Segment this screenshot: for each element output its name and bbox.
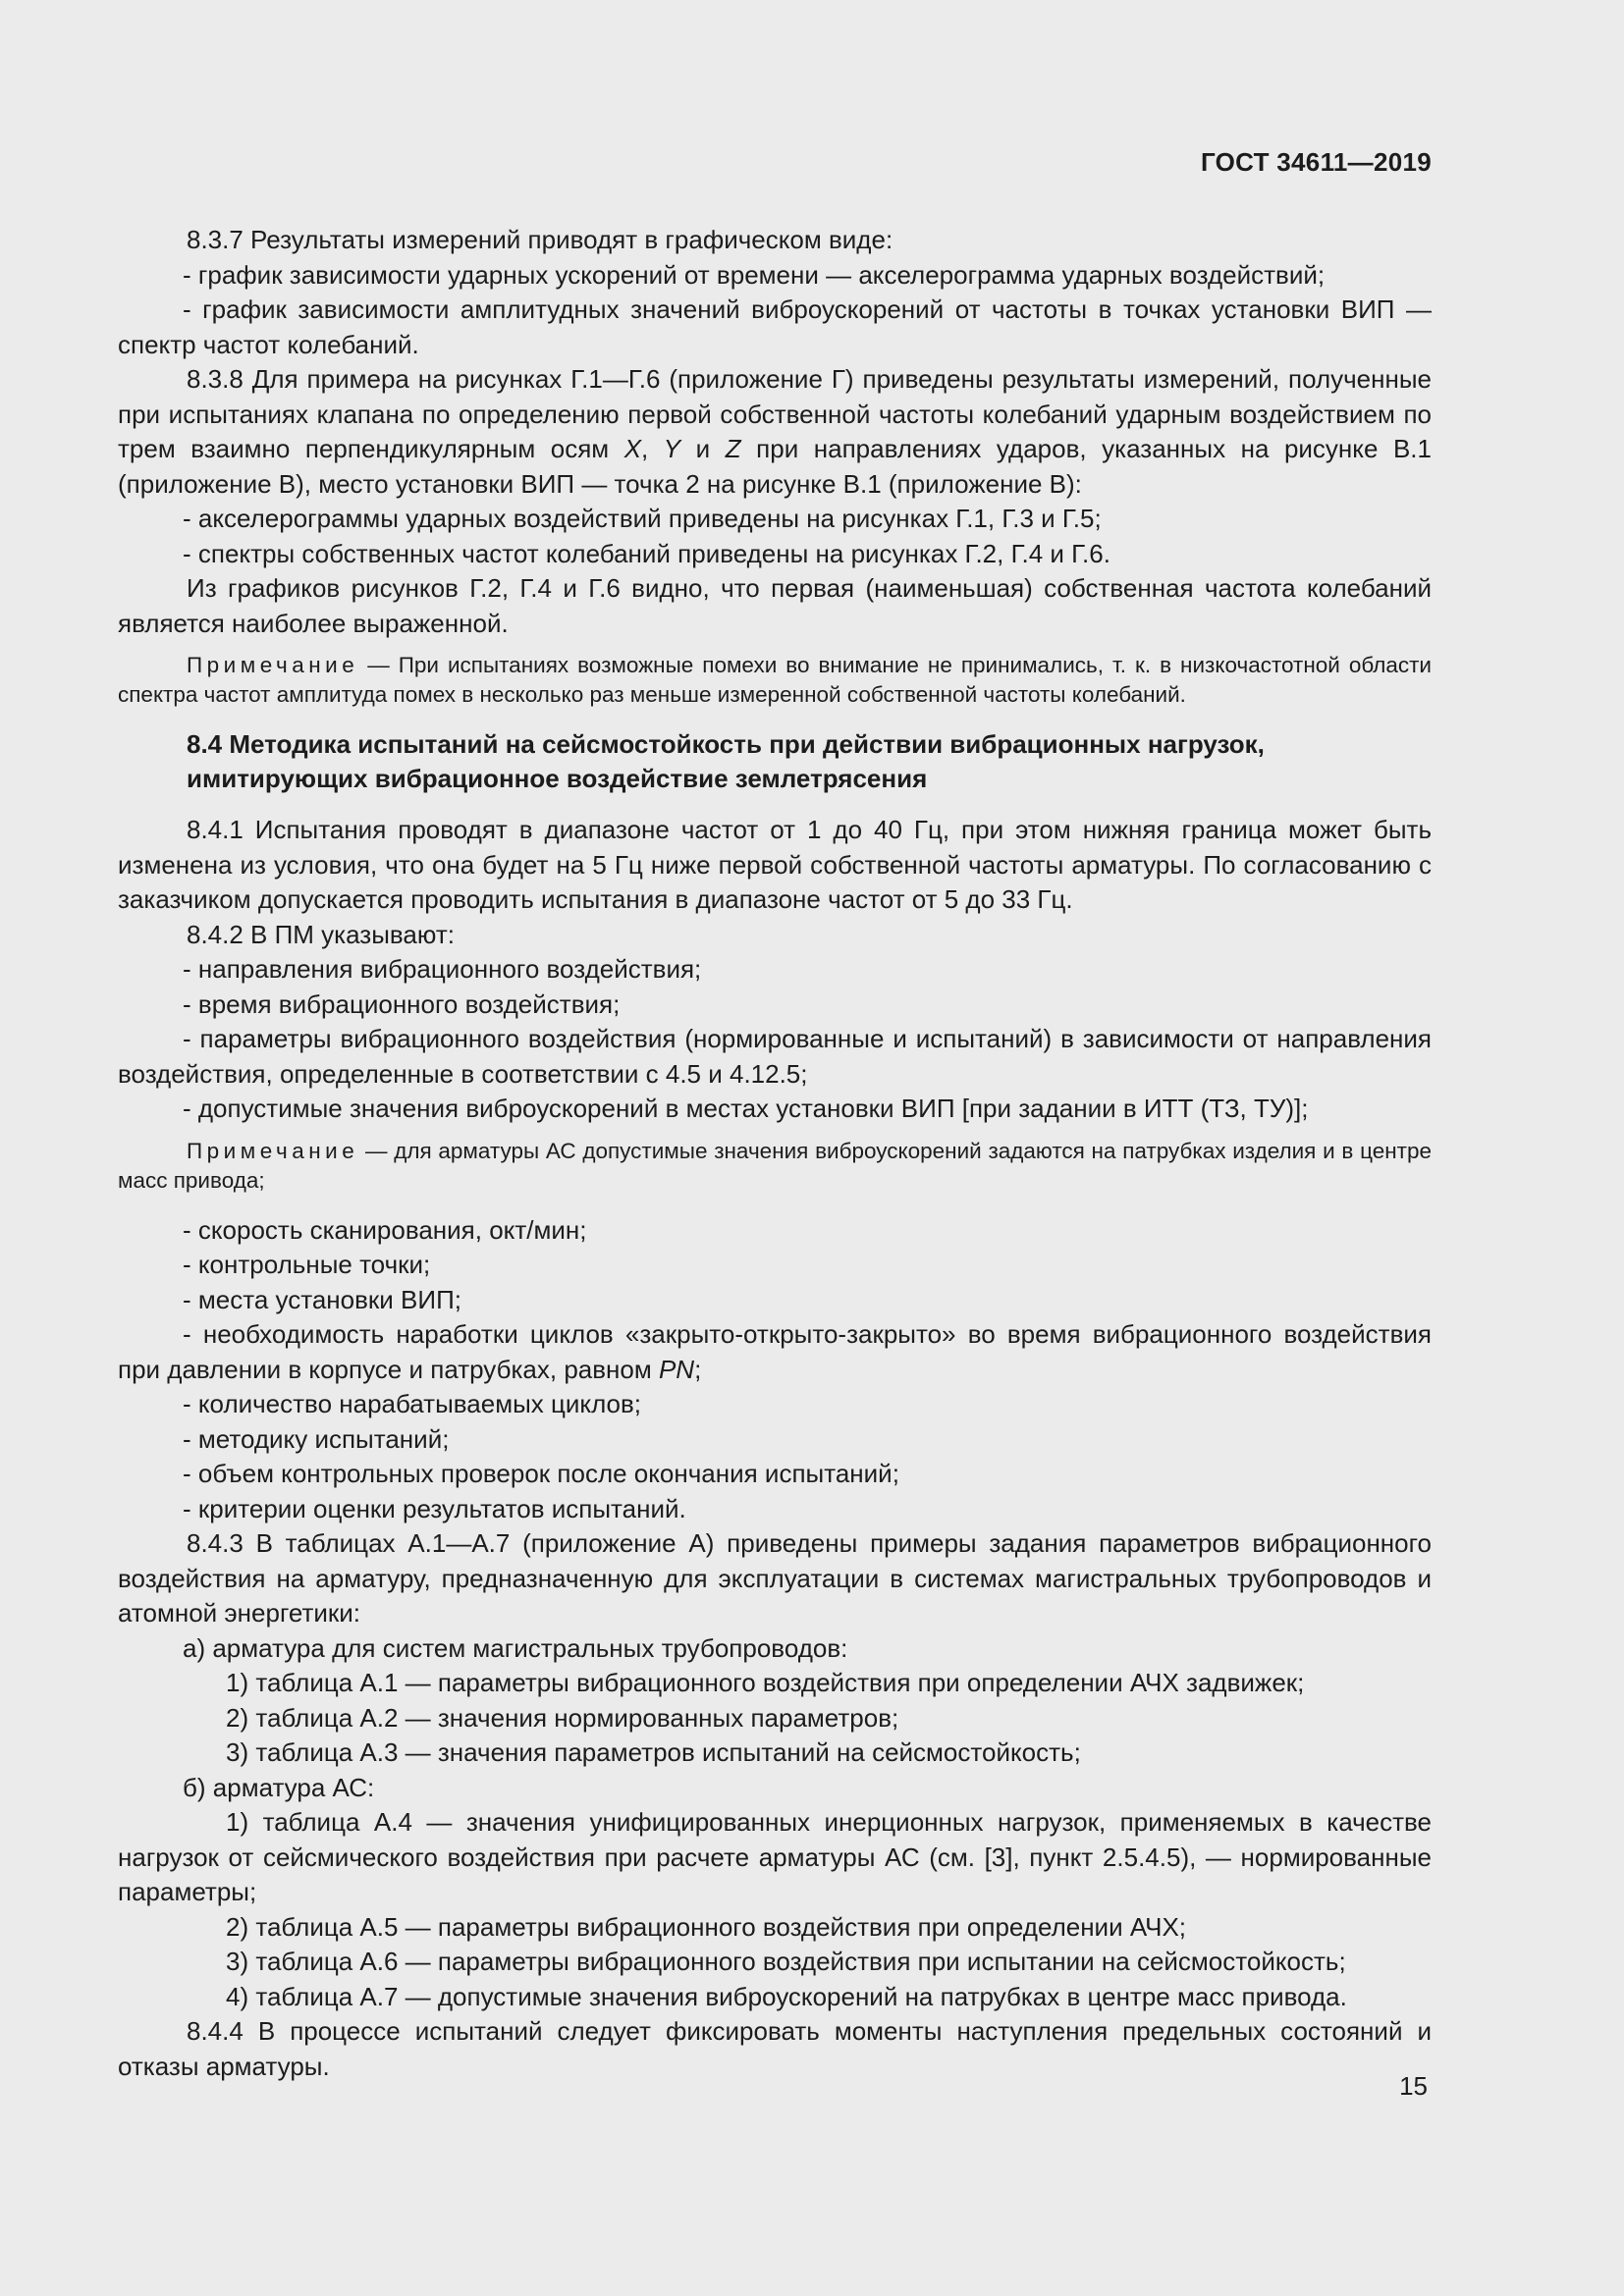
list-item: - объем контрольных проверок после окончания испытаний; <box>183 1459 899 1488</box>
page-number: 15 <box>1399 2071 1428 2101</box>
list-item: - график зависимости ударных ускорений от времени — акселерограмма ударных воздействий; <box>183 259 1326 290</box>
list-item: - направления вибрационного воздействия; <box>183 954 702 984</box>
list-item <box>118 1317 1432 1387</box>
list-item: 1) таблица А.1 — параметры вибрационного воздействия при определении АЧХ задвижек; <box>226 1668 1305 1697</box>
paragraph-8-4-3: 8.4.3 В таблицах А.1—А.7 (приложение А) приведены примеры задания параметров вибрационного воздействия на арматуру, предназначенную для эксплуатации в системах магистральных трубопроводов и атомной энергетики: <box>118 1528 1432 1628</box>
list-item: - спектры собственных частот колебаний приведены на рисунках Г.2, Г.4 и Г.6. <box>183 538 1110 568</box>
paragraph-8-4-4: 8.4.4 В процессе испытаний следует фиксировать моменты наступления предельных состояний и отказы арматуры. <box>118 2016 1432 2081</box>
list-item: 4) таблица А.7 — допустимые значения виброускорений на патрубках в центре масс привода. <box>226 1981 1347 2011</box>
note-block <box>118 1137 1432 1196</box>
section-heading-8-4 <box>118 727 1432 796</box>
section-heading-line: 8.4 Методика испытаний на сейсмостойкость при действии вибрационных нагрузок, <box>187 729 1265 759</box>
paragraph-text: при направлениях ударов, указанных на рисунке В.1 (приложение В), место установки ВИП — точка 2 на рисунке В.1 (приложение В): <box>118 434 1432 499</box>
list-item: 1) таблица А.4 — значения унифицированных инерционных нагрузок, применяемых в качестве нагрузок от сейсмического воздействия при расчете арматуры АС (см. [3], пункт 2.5.4.5), — нормированные параметры; <box>118 1807 1432 1906</box>
paragraph-8-3-7: 8.3.7 Результаты измерений приводят в графическом виде: <box>187 225 893 254</box>
note-text: — При испытаниях возможные помехи во внимание не принимались, т. к. в низкочастотной области спектра частот амплитуда помех в несколько раз меньше измеренной собственной частоты колебаний. <box>118 653 1432 707</box>
axis-z-symbol: Z <box>725 434 741 463</box>
paragraph-text: 8.3.8 Для примера на рисунках Г.1—Г.6 (приложение Г) приведены результаты измерений, полученные при испытаниях клапана по определению первой собственной частоты колебаний ударным воздействием по трем взаимно перпендикулярным осям <box>118 364 1432 463</box>
list-item: - критерии оценки результатов испытаний. <box>183 1493 686 1523</box>
list-item: 3) таблица А.6 — параметры вибрационного воздействия при испытании на сейсмостойкость; <box>226 1947 1346 1976</box>
paragraph-conclusion: Из графиков рисунков Г.2, Г.4 и Г.6 видно, что первая (наименьшая) собственная частота колебаний является наиболее выраженной. <box>118 573 1432 638</box>
list-item: - количество нарабатываемых циклов; <box>183 1389 642 1418</box>
axis-x-symbol: X <box>623 434 642 463</box>
paragraph-8-4-2: 8.4.2 В ПМ указывают: <box>187 919 455 949</box>
section-heading-line: имитирующих вибрационное воздействие землетрясения <box>187 764 928 793</box>
axis-y-symbol: Y <box>663 434 681 463</box>
paragraph-text: , <box>641 434 664 463</box>
paragraph-text: и <box>680 434 726 463</box>
note-text: — для арматуры АС допустимые значения виброускорений задаются на патрубках изделия и в центре масс привода; <box>118 1138 1432 1193</box>
list-item: - параметры вибрационного воздействия (нормированные и испытаний) в зависимости от направления воздействия, определенные в соответствии с 4.5 и 4.12.5; <box>118 1024 1432 1089</box>
list-item: 3) таблица А.3 — значения параметров испытаний на сейсмостойкость; <box>226 1737 1081 1767</box>
pn-symbol: PN <box>658 1354 695 1384</box>
list-item: - контрольные точки; <box>183 1250 431 1279</box>
note-block <box>118 651 1432 710</box>
list-item: - допустимые значения виброускорений в местах установки ВИП [при задании в ИТТ (ТЗ, ТУ)]; <box>183 1094 1309 1123</box>
list-item: - график зависимости амплитудных значений виброускорений от частоты в точках установки ВИП — спектр частот колебаний. <box>118 294 1432 359</box>
note-label: Примечание <box>187 653 359 677</box>
list-item-text: ; <box>694 1354 702 1384</box>
document-body <box>118 223 1432 2084</box>
document-code-header: ГОСТ 34611—2019 <box>1200 147 1432 177</box>
list-item-b: б) арматура АС: <box>183 1772 375 1802</box>
list-item: - время вибрационного воздействия; <box>183 988 621 1019</box>
list-item: 2) таблица А.5 — параметры вибрационного воздействия при определении АЧХ; <box>226 1911 1187 1942</box>
paragraph-8-4-1: 8.4.1 Испытания проводят в диапазоне частот от 1 до 40 Гц, при этом нижняя граница может быть изменена из условия, что она будет на 5 Гц ниже первой собственной частоты арматуры. По согласованию с заказчиком допускается проводить испытания в диапазоне частот от 5 до 33 Гц. <box>118 815 1432 914</box>
list-item: - акселерограммы ударных воздействий приведены на рисунках Г.1, Г.3 и Г.5; <box>183 504 1102 533</box>
list-item-a: а) арматура для систем магистральных трубопроводов: <box>183 1632 848 1663</box>
list-item: 2) таблица А.2 — значения нормированных параметров; <box>226 1702 899 1733</box>
list-item-text: - необходимость наработки циклов «закрыто-открыто-закрыто» во время вибрационного воздействия при давлении в корпусе и патрубках, равном <box>118 1319 1432 1384</box>
note-label: Примечание <box>187 1138 359 1163</box>
list-item: - места установки ВИП; <box>183 1284 461 1314</box>
paragraph-8-3-8 <box>118 362 1432 502</box>
list-item: - методику испытаний; <box>183 1423 450 1454</box>
list-item: - скорость сканирования, окт/мин; <box>183 1214 587 1245</box>
